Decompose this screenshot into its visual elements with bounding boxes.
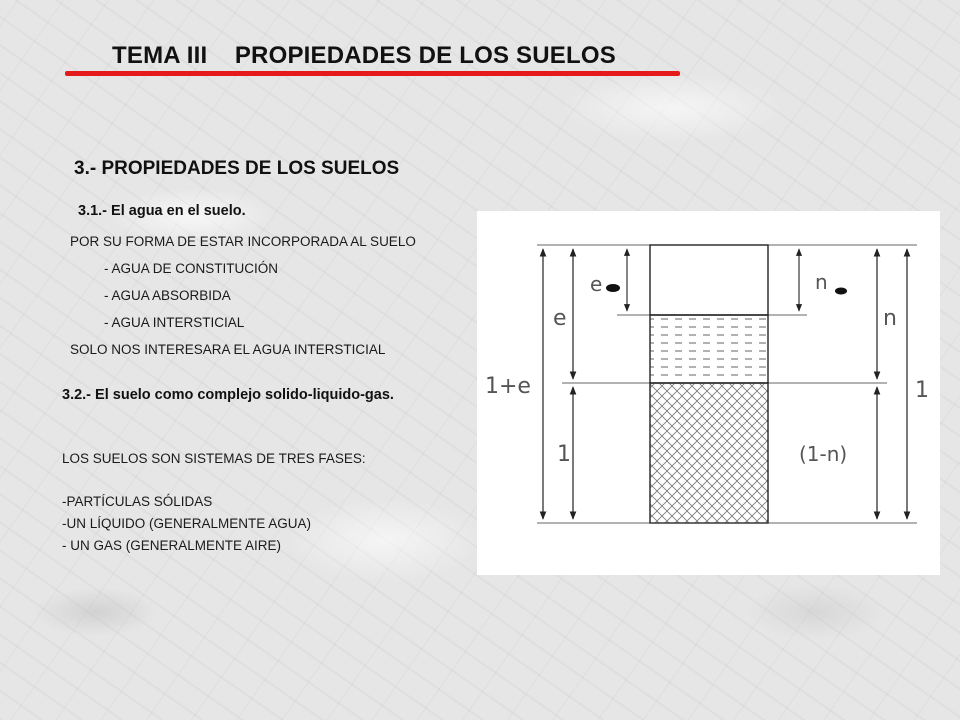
water-intro-text: POR SU FORMA DE ESTAR INCORPORADA AL SUELO [70,234,416,249]
air-right-label: n [815,270,828,294]
solids-left-label: 1 [557,442,571,467]
section-heading: 3.- PROPIEDADES DE LOS SUELOS [74,158,400,179]
subsection-heading-3-2: 3.2.- El suelo como complejo solido-liquido-gas. [62,387,394,403]
phases-intro-text: LOS SUELOS SON SISTEMAS DE TRES FASES: [62,451,366,466]
voids-left-label: e [553,306,567,331]
voids-right-label: n [883,306,897,331]
water-note-text: SOLO NOS INTERESARA EL AGUA INTERSTICIAL [70,342,386,357]
title-underline [65,71,680,76]
total-volume-right-label: 1 [915,378,929,403]
phase-item: -PARTÍCULAS SÓLIDAS [62,494,213,509]
water-type-item: - AGUA DE CONSTITUCIÓN [104,261,279,276]
air-phase-block [650,245,768,315]
phase-item: -UN LÍQUIDO (GENERALMENTE AGUA) [62,516,312,531]
subsection-heading-3-1: 3.1.- El agua en el suelo. [78,203,246,219]
total-volume-left-label: 1+e [485,374,531,399]
air-left-ink-mark [606,284,620,292]
soil-phase-diagram [477,211,940,575]
water-type-item: - AGUA ABSORBIDA [104,288,231,303]
phase-item: - UN GAS (GENERALMENTE AIRE) [62,538,282,553]
solids-right-label: (1-n) [799,442,848,466]
page-title: TEMA III PROPIEDADES DE LOS SUELOS [112,42,616,69]
solid-phase-block [650,383,768,523]
air-left-label: e [590,272,603,296]
water-type-item: - AGUA INTERSTICIAL [104,315,245,330]
air-right-ink-mark [835,288,847,295]
water-phase-block [650,315,768,383]
